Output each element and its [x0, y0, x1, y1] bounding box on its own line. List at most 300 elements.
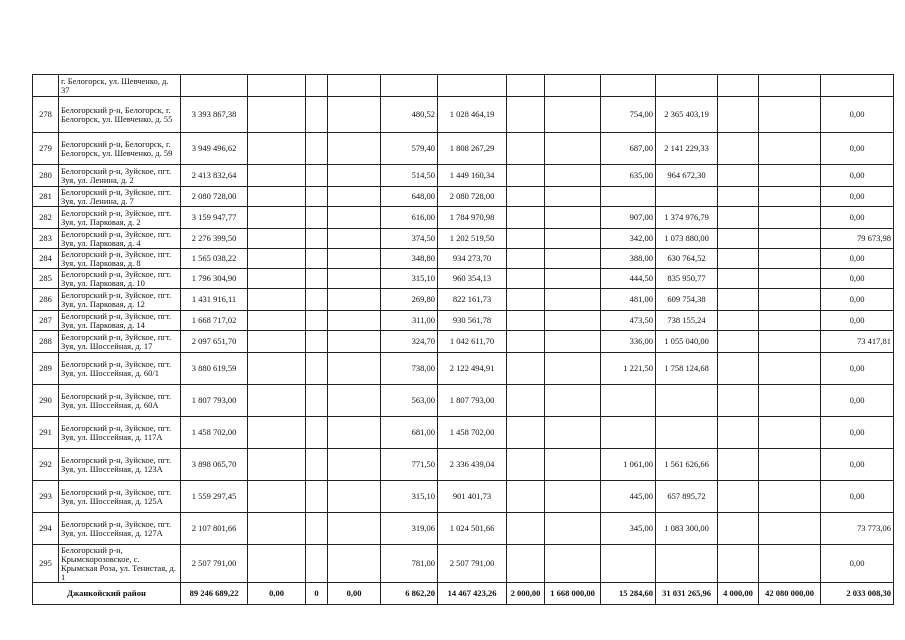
address-cell: Белогорский р-н, Зуйское, пгт. Зуя, ул. Шоссейная, д. 117А	[59, 417, 181, 449]
area2-cell: 907,00	[601, 207, 656, 229]
col5-cell	[306, 417, 328, 449]
col13-cell	[718, 311, 759, 331]
row-number: 280	[33, 165, 59, 187]
col4-cell	[248, 165, 306, 187]
last-cell: 0,00	[821, 449, 894, 481]
address-cell: Белогорский р-н, Зуйское, пгт. Зуя, ул. Парковая, д. 10	[59, 269, 181, 289]
table-row	[33, 311, 894, 331]
col14-cell	[759, 311, 821, 331]
table-row	[33, 133, 894, 165]
col10-cell	[545, 449, 601, 481]
col5-cell	[306, 311, 328, 331]
col13-cell	[718, 513, 759, 545]
col5-cell	[306, 207, 328, 229]
address-cell: г. Белогорск, ул. Шевченко, д. 37	[59, 75, 181, 97]
col13-cell	[718, 249, 759, 269]
area-cell: 514,50	[381, 165, 438, 187]
cost-cell: 2 507 791,00	[438, 545, 507, 583]
col14-cell	[759, 75, 821, 97]
total-cost-cell: 2 507 791,00	[181, 545, 248, 583]
col9-cell	[507, 545, 545, 583]
col4-cell	[248, 269, 306, 289]
table-row	[33, 75, 894, 97]
address-cell: Белогорский р-н, Белогорск, г. Белогорск, ул. Шевченко, д. 55	[59, 97, 181, 133]
address-cell: Белогорский р-н, Крымскорозовское, с. Крымская Роза, ул. Тенистая, д. 1	[59, 545, 181, 583]
cost-cell: 901 401,73	[438, 481, 507, 513]
total-col14: 42 080 000,00	[759, 583, 821, 605]
area2-cell	[601, 545, 656, 583]
col10-cell	[545, 331, 601, 353]
row-number: 289	[33, 353, 59, 385]
col5-cell	[306, 229, 328, 249]
last-cell: 0,00	[821, 481, 894, 513]
address-cell: Белогорский р-н, Зуйское, пгт. Зуя, ул. Шоссейная, д. 125А	[59, 481, 181, 513]
row-number: 293	[33, 481, 59, 513]
col9-cell	[507, 311, 545, 331]
col5-cell	[306, 249, 328, 269]
address-cell: Белогорский р-н, Зуйское, пгт. Зуя, ул. Шоссейная, д. 123А	[59, 449, 181, 481]
total-col9: 2 000,00	[507, 583, 545, 605]
table-row	[33, 545, 894, 583]
col6-cell	[328, 331, 381, 353]
col14-cell	[759, 249, 821, 269]
table-row	[33, 229, 894, 249]
cost2-cell: 1 055 040,00	[656, 331, 718, 353]
col5-cell	[306, 269, 328, 289]
col14-cell	[759, 165, 821, 187]
col4-cell	[248, 97, 306, 133]
row-number: 283	[33, 229, 59, 249]
row-number: 287	[33, 311, 59, 331]
col13-cell	[718, 449, 759, 481]
cost-cell: 1 028 464,19	[438, 97, 507, 133]
area2-cell: 473,50	[601, 311, 656, 331]
area-cell: 738,00	[381, 353, 438, 385]
area2-cell	[601, 187, 656, 207]
col10-cell	[545, 133, 601, 165]
col4-cell	[248, 187, 306, 207]
col6-cell	[328, 311, 381, 331]
col9-cell	[507, 385, 545, 417]
col10-cell	[545, 385, 601, 417]
col5-cell	[306, 385, 328, 417]
total-col10: 1 668 000,00	[545, 583, 601, 605]
address-cell: Белогорский р-н, Зуйское, пгт. Зуя, ул. Парковая, д. 8	[59, 249, 181, 269]
last-cell	[821, 75, 894, 97]
col9-cell	[507, 229, 545, 249]
col5-cell	[306, 449, 328, 481]
area-cell: 781,00	[381, 545, 438, 583]
cost2-cell: 609 754,38	[656, 289, 718, 311]
cost2-cell: 1 083 300,00	[656, 513, 718, 545]
col4-cell	[248, 311, 306, 331]
address-cell: Белогорский р-н, Зуйское, пгт. Зуя, ул. Парковая, д. 14	[59, 311, 181, 331]
district-total-cost: 89 246 689,22	[181, 583, 248, 605]
address-cell: Белогорский р-н, Зуйское, пгт. Зуя, ул. Шоссейная, д. 127А	[59, 513, 181, 545]
col4-cell	[248, 417, 306, 449]
area-cell: 319,06	[381, 513, 438, 545]
col5-cell	[306, 289, 328, 311]
col5-cell	[306, 75, 328, 97]
col9-cell	[507, 249, 545, 269]
last-cell: 0,00	[821, 311, 894, 331]
row-number: 279	[33, 133, 59, 165]
total-cost-cell: 1 807 793,00	[181, 385, 248, 417]
total-cost-cell: 1 565 038,22	[181, 249, 248, 269]
cost2-cell: 2 141 229,33	[656, 133, 718, 165]
total-col5: 0	[306, 583, 328, 605]
table-row	[33, 249, 894, 269]
table-row	[33, 165, 894, 187]
table-row	[33, 417, 894, 449]
col9-cell	[507, 331, 545, 353]
row-number: 285	[33, 269, 59, 289]
cost2-cell: 1 073 880,00	[656, 229, 718, 249]
col9-cell	[507, 187, 545, 207]
col4-cell	[248, 481, 306, 513]
area-cell: 616,00	[381, 207, 438, 229]
cost-cell: 1 042 611,70	[438, 331, 507, 353]
col5-cell	[306, 187, 328, 207]
col4-cell	[248, 229, 306, 249]
table-row	[33, 207, 894, 229]
total-cost-cell: 3 949 496,62	[181, 133, 248, 165]
area2-cell: 1 061,00	[601, 449, 656, 481]
area-cell	[381, 75, 438, 97]
col10-cell	[545, 417, 601, 449]
col6-cell	[328, 207, 381, 229]
col14-cell	[759, 545, 821, 583]
last-cell: 0,00	[821, 385, 894, 417]
cost2-cell: 1 758 124,68	[656, 353, 718, 385]
total-cost-cell: 1 431 916,11	[181, 289, 248, 311]
area2-cell	[601, 75, 656, 97]
total-cost-cell: 3 880 619,59	[181, 353, 248, 385]
area2-cell	[601, 385, 656, 417]
last-cell: 73 417,81	[821, 331, 894, 353]
total-cost-cell: 1 458 702,00	[181, 417, 248, 449]
address-cell: Белогорский р-н, Зуйское, пгт. Зуя, ул. Ленина, д. 7	[59, 187, 181, 207]
col13-cell	[718, 353, 759, 385]
col13-cell	[718, 385, 759, 417]
col14-cell	[759, 353, 821, 385]
total-last: 2 033 008,30	[821, 583, 894, 605]
col5-cell	[306, 331, 328, 353]
col14-cell	[759, 97, 821, 133]
total-row	[33, 583, 894, 605]
cost-cell: 1 458 702,00	[438, 417, 507, 449]
col9-cell	[507, 133, 545, 165]
cost-cell: 822 161,73	[438, 289, 507, 311]
address-cell: Белогорский р-н, Зуйское, пгт. Зуя, ул. Парковая, д. 2	[59, 207, 181, 229]
cost-cell: 2 080 728,00	[438, 187, 507, 207]
area-cell: 563,00	[381, 385, 438, 417]
table-row	[33, 289, 894, 311]
area-cell: 771,50	[381, 449, 438, 481]
col6-cell	[328, 75, 381, 97]
last-cell: 0,00	[821, 249, 894, 269]
total-cost-cell	[181, 75, 248, 97]
last-cell: 0,00	[821, 165, 894, 187]
col6-cell	[328, 289, 381, 311]
total-cost-cell: 3 898 065,70	[181, 449, 248, 481]
col9-cell	[507, 353, 545, 385]
col6-cell	[328, 513, 381, 545]
table-row	[33, 449, 894, 481]
cost-cell: 930 561,78	[438, 311, 507, 331]
area-cell: 315,10	[381, 481, 438, 513]
cost-cell: 1 808 267,29	[438, 133, 507, 165]
area2-cell: 336,00	[601, 331, 656, 353]
col14-cell	[759, 133, 821, 165]
cost-cell: 2 336 439,04	[438, 449, 507, 481]
col13-cell	[718, 75, 759, 97]
last-cell: 73 773,06	[821, 513, 894, 545]
total-cost-cell: 1 796 304,90	[181, 269, 248, 289]
cost2-cell	[656, 545, 718, 583]
cost2-cell: 1 374 976,79	[656, 207, 718, 229]
row-number: 278	[33, 97, 59, 133]
row-number: 291	[33, 417, 59, 449]
table-body	[33, 75, 894, 605]
row-number: 288	[33, 331, 59, 353]
total-area2: 15 284,60	[601, 583, 656, 605]
table-row	[33, 481, 894, 513]
col14-cell	[759, 207, 821, 229]
cost-cell: 934 273,70	[438, 249, 507, 269]
row-number: 294	[33, 513, 59, 545]
cost-cell: 1 784 970,98	[438, 207, 507, 229]
total-cost-cell: 2 276 399,50	[181, 229, 248, 249]
col10-cell	[545, 249, 601, 269]
col5-cell	[306, 165, 328, 187]
area-cell: 374,50	[381, 229, 438, 249]
cost2-cell: 657 895,72	[656, 481, 718, 513]
cost2-cell: 835 950,77	[656, 269, 718, 289]
area2-cell: 388,00	[601, 249, 656, 269]
col13-cell	[718, 97, 759, 133]
col9-cell	[507, 289, 545, 311]
area-cell: 315,10	[381, 269, 438, 289]
row-number: 282	[33, 207, 59, 229]
col4-cell	[248, 449, 306, 481]
col10-cell	[545, 187, 601, 207]
area2-cell: 687,00	[601, 133, 656, 165]
table-row	[33, 187, 894, 207]
area2-cell: 345,00	[601, 513, 656, 545]
cost2-cell	[656, 187, 718, 207]
col9-cell	[507, 75, 545, 97]
cost2-cell: 738 155,24	[656, 311, 718, 331]
area-cell: 348,80	[381, 249, 438, 269]
col4-cell	[248, 289, 306, 311]
col10-cell	[545, 75, 601, 97]
cost2-cell	[656, 385, 718, 417]
col10-cell	[545, 311, 601, 331]
col10-cell	[545, 229, 601, 249]
housing-repair-table	[32, 74, 894, 605]
cost2-cell	[656, 417, 718, 449]
total-cost: 14 467 423,26	[438, 583, 507, 605]
address-cell: Белогорский р-н, Зуйское, пгт. Зуя, ул. Парковая, д. 4	[59, 229, 181, 249]
col10-cell	[545, 97, 601, 133]
row-number: 290	[33, 385, 59, 417]
last-cell: 0,00	[821, 269, 894, 289]
row-number: 281	[33, 187, 59, 207]
col13-cell	[718, 133, 759, 165]
last-cell: 0,00	[821, 97, 894, 133]
last-cell: 0,00	[821, 353, 894, 385]
col6-cell	[328, 545, 381, 583]
col9-cell	[507, 269, 545, 289]
col6-cell	[328, 165, 381, 187]
area2-cell	[601, 417, 656, 449]
col13-cell	[718, 545, 759, 583]
col14-cell	[759, 187, 821, 207]
col14-cell	[759, 513, 821, 545]
address-cell: Белогорский р-н, Зуйское, пгт. Зуя, ул. Ленина, д. 2	[59, 165, 181, 187]
col13-cell	[718, 229, 759, 249]
col4-cell	[248, 331, 306, 353]
col9-cell	[507, 513, 545, 545]
col14-cell	[759, 229, 821, 249]
area-cell: 311,00	[381, 311, 438, 331]
cost-cell: 1 449 160,34	[438, 165, 507, 187]
table-row	[33, 513, 894, 545]
address-cell: Белогорский р-н, Зуйское, пгт. Зуя, ул. Парковая, д. 12	[59, 289, 181, 311]
area-cell: 681,00	[381, 417, 438, 449]
col6-cell	[328, 269, 381, 289]
col9-cell	[507, 165, 545, 187]
total-cost-cell: 1 559 297,45	[181, 481, 248, 513]
total-cost-cell: 2 080 728,00	[181, 187, 248, 207]
cost-cell: 1 202 519,50	[438, 229, 507, 249]
col10-cell	[545, 545, 601, 583]
last-cell: 0,00	[821, 207, 894, 229]
last-cell: 0,00	[821, 187, 894, 207]
col4-cell	[248, 249, 306, 269]
row-number: 292	[33, 449, 59, 481]
col5-cell	[306, 513, 328, 545]
table-row	[33, 97, 894, 133]
area2-cell: 445,00	[601, 481, 656, 513]
area2-cell: 342,00	[601, 229, 656, 249]
col6-cell	[328, 249, 381, 269]
col9-cell	[507, 481, 545, 513]
col6-cell	[328, 481, 381, 513]
col13-cell	[718, 289, 759, 311]
col10-cell	[545, 353, 601, 385]
col6-cell	[328, 97, 381, 133]
table-row	[33, 385, 894, 417]
area2-cell: 635,00	[601, 165, 656, 187]
total-cost-cell: 2 107 801,66	[181, 513, 248, 545]
col13-cell	[718, 207, 759, 229]
col6-cell	[328, 353, 381, 385]
cost2-cell	[656, 75, 718, 97]
col14-cell	[759, 481, 821, 513]
cost-cell: 1 024 501,66	[438, 513, 507, 545]
last-cell: 0,00	[821, 417, 894, 449]
cost-cell: 2 122 494,91	[438, 353, 507, 385]
row-number	[33, 75, 59, 97]
col14-cell	[759, 331, 821, 353]
total-cost-cell: 2 413 832,64	[181, 165, 248, 187]
col10-cell	[545, 207, 601, 229]
cost-cell: 960 354,13	[438, 269, 507, 289]
address-cell: Белогорский р-н, Зуйское, пгт. Зуя, ул. Шоссейная, д. 60/1	[59, 353, 181, 385]
area2-cell: 481,00	[601, 289, 656, 311]
area-cell: 648,00	[381, 187, 438, 207]
col5-cell	[306, 353, 328, 385]
col4-cell	[248, 75, 306, 97]
col14-cell	[759, 417, 821, 449]
last-cell: 0,00	[821, 289, 894, 311]
col10-cell	[545, 269, 601, 289]
address-cell: Белогорский р-н, Зуйское, пгт. Зуя, ул. Шоссейная, д. 60А	[59, 385, 181, 417]
col10-cell	[545, 165, 601, 187]
col6-cell	[328, 133, 381, 165]
col14-cell	[759, 289, 821, 311]
area2-cell: 1 221,50	[601, 353, 656, 385]
col6-cell	[328, 229, 381, 249]
col4-cell	[248, 353, 306, 385]
cost-cell: 1 807 793,00	[438, 385, 507, 417]
table-row	[33, 331, 894, 353]
address-cell: Белогорский р-н, Зуйское, пгт. Зуя, ул. Шоссейная, д. 17	[59, 331, 181, 353]
col4-cell	[248, 545, 306, 583]
total-area: 6 862,20	[381, 583, 438, 605]
col13-cell	[718, 165, 759, 187]
col6-cell	[328, 417, 381, 449]
col14-cell	[759, 449, 821, 481]
col9-cell	[507, 449, 545, 481]
row-number: 286	[33, 289, 59, 311]
total-cost-cell: 2 097 651,70	[181, 331, 248, 353]
address-cell: Белогорский р-н, Белогорск, г. Белогорск, ул. Шевченко, д. 59	[59, 133, 181, 165]
col6-cell	[328, 385, 381, 417]
col14-cell	[759, 385, 821, 417]
area-cell: 269,80	[381, 289, 438, 311]
row-number: 295	[33, 545, 59, 583]
col4-cell	[248, 385, 306, 417]
col10-cell	[545, 289, 601, 311]
last-cell: 0,00	[821, 545, 894, 583]
last-cell: 0,00	[821, 133, 894, 165]
col9-cell	[507, 207, 545, 229]
col4-cell	[248, 513, 306, 545]
col6-cell	[328, 187, 381, 207]
area-cell: 480,52	[381, 97, 438, 133]
cost-cell	[438, 75, 507, 97]
col5-cell	[306, 133, 328, 165]
area-cell: 324,70	[381, 331, 438, 353]
total-col13: 4 000,00	[718, 583, 759, 605]
area2-cell: 754,00	[601, 97, 656, 133]
col4-cell	[248, 207, 306, 229]
col13-cell	[718, 481, 759, 513]
col4-cell	[248, 133, 306, 165]
col6-cell	[328, 449, 381, 481]
col13-cell	[718, 269, 759, 289]
cost2-cell: 2 365 403,19	[656, 97, 718, 133]
area2-cell: 444,50	[601, 269, 656, 289]
col9-cell	[507, 417, 545, 449]
col13-cell	[718, 331, 759, 353]
col5-cell	[306, 97, 328, 133]
col13-cell	[718, 187, 759, 207]
total-cost2: 31 031 265,96	[656, 583, 718, 605]
